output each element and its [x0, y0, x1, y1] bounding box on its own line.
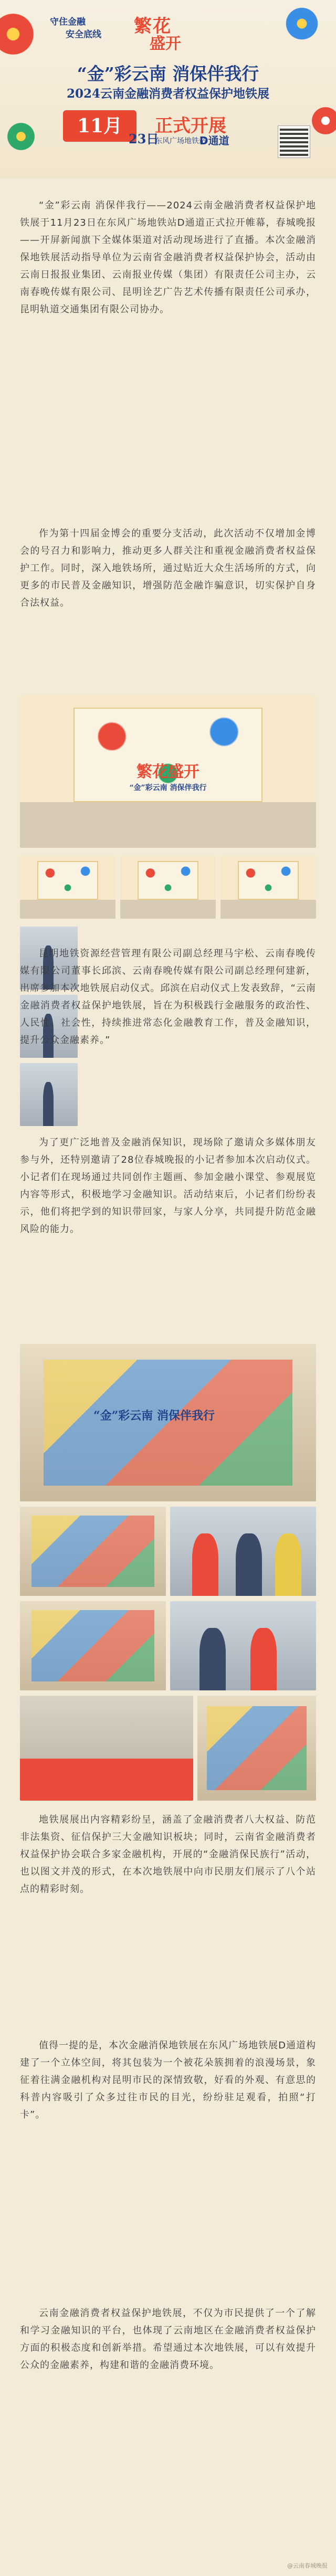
person-figure — [236, 1533, 262, 1596]
photo-speaker-3 — [20, 1063, 78, 1126]
watermark: @云南春城晚报 — [287, 2562, 328, 2569]
painting-board — [207, 1706, 307, 1790]
qr-code-icon[interactable] — [278, 126, 310, 157]
flower-decoration-icon — [310, 105, 336, 136]
person-figure — [20, 1696, 193, 1759]
photo-kids-4 — [170, 1601, 316, 1690]
page-subtitle: 2024云南金融消费者权益保护地铁展 — [66, 87, 269, 101]
photo-group-1 — [20, 1696, 193, 1801]
location-text: 东风广场地铁站 — [155, 137, 206, 145]
photo-exhibit-right — [220, 856, 316, 919]
painting-board — [32, 1610, 154, 1681]
flower-decoration-icon — [0, 10, 37, 58]
date-day: 23日 — [129, 131, 159, 146]
exhibit-wall — [238, 861, 299, 900]
location-letter: D通道 — [200, 134, 229, 147]
photo-group-2 — [197, 1696, 316, 1801]
photo-kids-1 — [20, 1507, 166, 1596]
person-figure — [20, 1759, 193, 1801]
person-figure — [192, 1533, 218, 1596]
person-figure — [43, 1082, 54, 1126]
paragraph-space-design: 值得一提的是，本次金融消保地铁展在东风广场地铁展D通道构建了一个立体空间，将其包装为一个被花朵簇拥着的浪漫场景，象征着往满金融机构对昆明市民的深情致敬，好看的外观、有意思的科普内容吸引了众多过往市民的目光，纷纷驻足观看，拍照“打卡”。 — [20, 2040, 316, 2120]
photo-kids-3 — [20, 1601, 166, 1690]
person-figure — [200, 1628, 226, 1690]
paragraph-intro: “金”彩云南 消保伴我行——2024云南金融消费者权益保护地铁展于11月23日在东风广场地铁站D通道正式拉开帷幕，春城晚报——开屏新闻旗下全媒体渠道对活动现场进行了直播。本次金融消保地铁展活动指导单位为云南省金融消费者权益保护协会，活动由云南日报报业集团、云南报业传媒（集团）有限责任公司主办，云南春晚传媒有限公司、昆明诠艺广告艺术传播有限责任公司承办，昆明轨道交通集团有限公司协办。 — [20, 200, 316, 315]
slogan-big-line2: 盛开 — [150, 35, 181, 53]
photo-kids-2 — [170, 1507, 316, 1596]
photo-caption-main: 繁花盛开 — [136, 763, 200, 781]
header-banner — [0, 0, 336, 178]
exhibit-wall — [138, 861, 198, 900]
photo-caption-main-sub: “金”彩云南 消保伴我行 — [129, 784, 207, 792]
person-figure — [275, 1533, 301, 1596]
paragraph-significance: 作为第十四届金博会的重要分支活动，此次活动不仅增加金博会的号召力和影响力，推动更多人群关注和重视金融消费者权益保护工作。同时，深入地铁场所，通过贴近大众生活场所的方式，向更多的市民普及金融知识，增强防范金融诈骗意识，切实保护自身合法权益。 — [20, 528, 316, 608]
person-figure — [250, 1628, 277, 1690]
paragraph-exhibit-content: 地铁展展出内容精彩纷呈，涵盖了金融消费者八大权益、防范非法集资、征信保护三大金融知识板块；同时，云南省金融消费者权益保护协会联合多家金融机构，开展的“金融消保民族行”活动，也以图文并茂的形式，在本次地铁展中向市民朋友们展示了八个站点的精彩时刻。 — [20, 1814, 316, 1895]
photo-kids-board — [20, 1344, 316, 1501]
photo-main-exhibit — [20, 696, 316, 848]
paragraph-ceremony: 昆明地铁资源经营管理有限公司副总经理马宇松、云南春晚传媒有限公司董事长邱滨、云南春晚传媒有限公司副总经理何建新，出席参加本次地铁展启动仪式。邱滨在启动仪式上发表致辞，“云南金融消费者权益保护地铁展，旨在为积极践行金融服务的政治性、人民性、社会性，持续推进常态化金融教育工作，普及金融知识，提升公众金融素养。” — [20, 948, 316, 1046]
page-title: “金”彩云南 消保伴我行 — [77, 64, 259, 84]
photo-caption-kids: “金”彩云南 消保伴我行 — [93, 1409, 215, 1423]
paragraph-young-reporters: 为了更广泛地普及金融消保知识，现场除了邀请众多媒体朋友参与外，还特别邀请了28位春城晚报的小记者参加本次启动仪式。小记者们在现场通过共同创作主题画、参加金融小课堂、参观展览内容等形式，积极地学习金融知识。活动结束后，小记者们纷纷表示，他们将把学到的知识带回家，与家人分享，共同提升防范金融风险的能力。 — [20, 1137, 316, 1235]
slogan-left — [50, 16, 129, 41]
slogan-left-line2: 安全底线 — [66, 29, 101, 40]
flower-decoration-icon — [284, 5, 320, 42]
open-text: 正式开展 — [155, 115, 226, 136]
exhibit-wall — [37, 861, 98, 900]
date-month-badge: 11月 — [63, 110, 136, 142]
painting-board — [32, 1516, 154, 1587]
photo-exhibit-left — [20, 856, 116, 919]
slogan-big-line1: 繁花 — [134, 16, 172, 37]
flower-decoration-icon — [5, 121, 37, 152]
paragraph-conclusion: 云南金融消费者权益保护地铁展，不仅为市民提供了一个了解和学习金融知识的平台，也体现了云南地区在金融消费者权益保护方面的积极态度和创新举措。希望通过本次地铁展，可以有效提升公众的金融素养，构建和谐的金融消费环境。 — [20, 2308, 316, 2371]
slogan-left-line1: 守住金融 — [50, 17, 86, 27]
photo-exhibit-middle — [120, 856, 216, 919]
